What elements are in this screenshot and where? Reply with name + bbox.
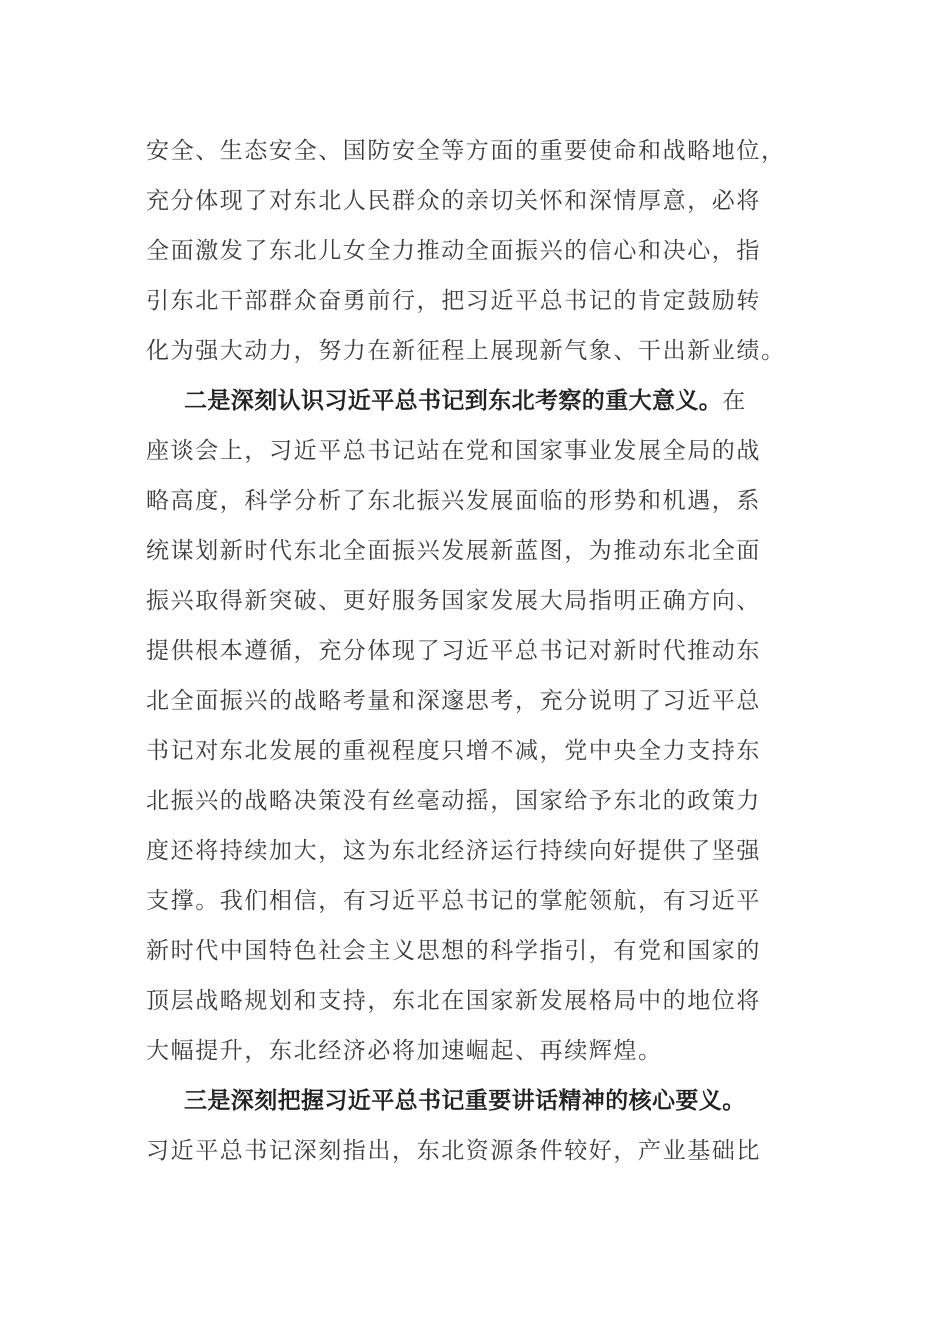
- paragraph-line: 书记对东北发展的重视程度只增不减，党中央全力支持东: [146, 738, 761, 764]
- paragraph-line: 座谈会上，习近平总书记站在党和国家事业发展全局的战: [146, 438, 761, 464]
- paragraph-line: 统谋划新时代东北全面振兴发展新蓝图，为推动东北全面: [146, 538, 761, 564]
- section-heading-3: 三是深刻把握习近平总书记重要讲话精神的核心要义。: [184, 1088, 746, 1114]
- section-heading-line-2: [146, 376, 806, 426]
- paragraph-line: 北全面振兴的战略考量和深邃思考，充分说明了习近平总: [146, 688, 761, 714]
- section-heading-2: 二是深刻认识习近平总书记到东北考察的重大意义。: [184, 388, 723, 414]
- paragraph-line: 大幅提升，东北经济必将加速崛起、再续辉煌。: [146, 1038, 663, 1064]
- paragraph-line: 全面激发了东北儿女全力推动全面振兴的信心和决心，指: [146, 238, 761, 264]
- paragraph-line: 安全、生态安全、国防安全等方面的重要使命和战略地位，: [146, 138, 786, 164]
- paragraph-line: 习近平总书记深刻指出，东北资源条件较好，产业基础比: [146, 1138, 761, 1164]
- paragraph-line: 引东北干部群众奋勇前行，把习近平总书记的肯定鼓励转: [146, 288, 761, 314]
- paragraph-line: 顶层战略规划和支持，东北在国家新发展格局中的地位将: [146, 988, 761, 1014]
- paragraph-line: 振兴取得新突破、更好服务国家发展大局指明正确方向、: [146, 588, 761, 614]
- paragraph-line: 化为强大动力，努力在新征程上展现新气象、干出新业绩。: [146, 338, 786, 364]
- paragraph-line: 度还将持续加大，这为东北经济运行持续向好提供了坚强: [146, 838, 761, 864]
- paragraph-line: 充分体现了对东北人民群众的亲切关怀和深情厚意，必将: [146, 188, 761, 214]
- paragraph-line: 提供根本遵循，充分体现了习近平总书记对新时代推动东: [146, 638, 761, 664]
- paragraph-line: 新时代中国特色社会主义思想的科学指引，有党和国家的: [146, 938, 761, 964]
- document-page: [146, 126, 806, 1176]
- paragraph-line: 支撑。我们相信，有习近平总书记的掌舵领航，有习近平: [146, 888, 761, 914]
- paragraph-line: 略高度，科学分析了东北振兴发展面临的形势和机遇，系: [146, 488, 761, 514]
- paragraph-text: 在: [722, 388, 747, 414]
- paragraph-line: 北振兴的战略决策没有丝毫动摇，国家给予东北的政策力: [146, 788, 761, 814]
- section-heading-line-3: [146, 1076, 806, 1126]
